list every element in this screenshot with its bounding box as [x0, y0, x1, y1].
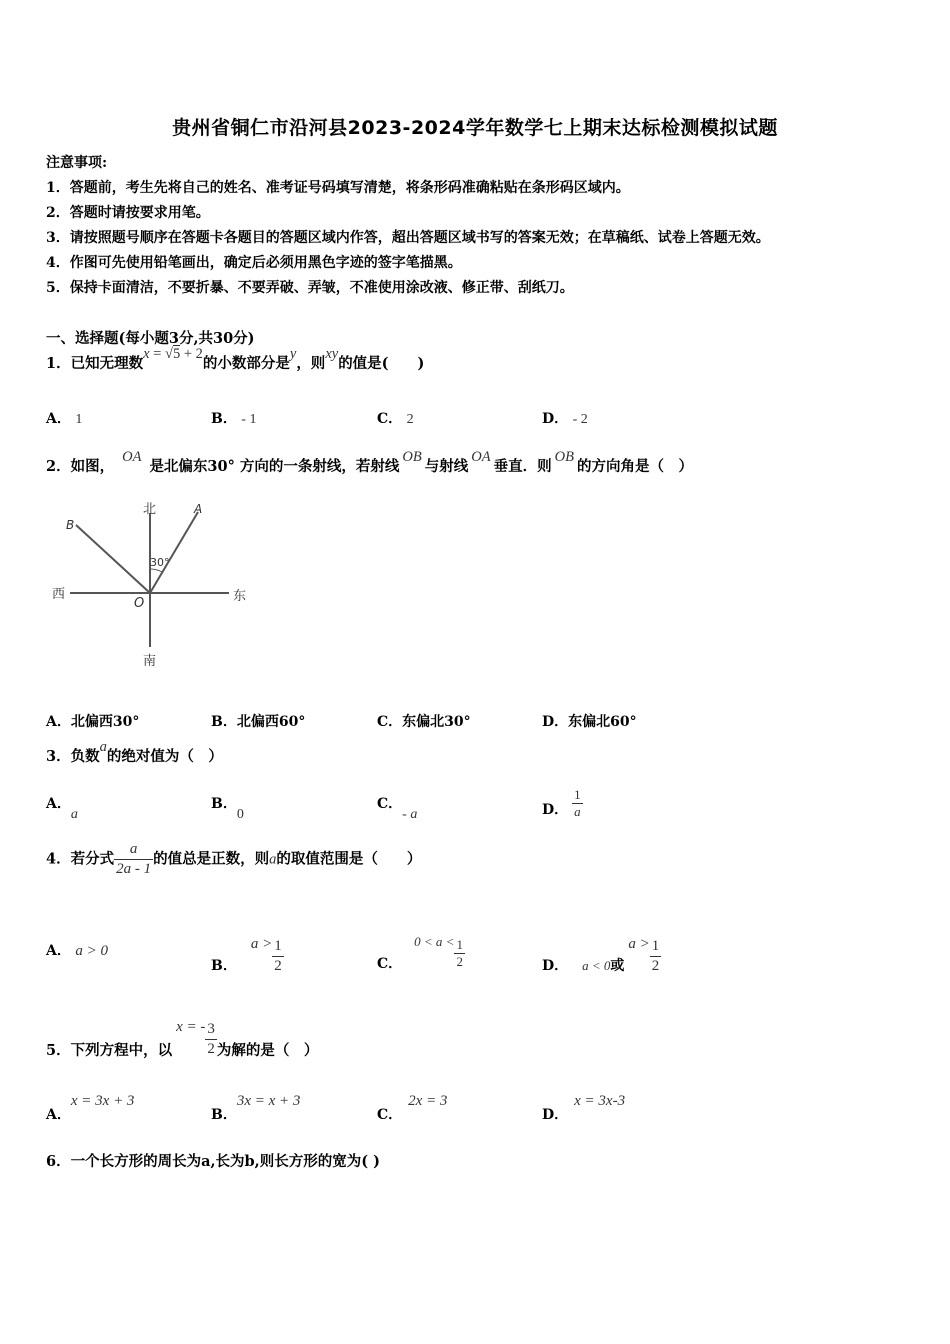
ray-ob	[76, 525, 150, 593]
question-3	[46, 739, 223, 766]
q4-text: 4．若分式	[46, 850, 115, 868]
fraction-num: 1	[272, 937, 284, 957]
question-5	[46, 1008, 319, 1060]
option-fraction	[572, 787, 583, 821]
option-fraction	[454, 937, 465, 971]
q2-oa: OA	[471, 449, 491, 465]
option-value: 1	[75, 412, 83, 427]
q3-var: a	[99, 739, 107, 755]
fraction-num: 1	[454, 937, 465, 954]
option-value: 0	[236, 807, 244, 822]
q5-option-d[interactable]	[542, 1090, 626, 1123]
q2-text: 是北偏东30° 方向的一条射线，若射线	[149, 458, 400, 475]
option-label: C．	[377, 714, 403, 730]
option-value: a > 0	[75, 943, 108, 959]
note-item: 4．作图可先使用铅笔画出，确定后必须用黑色字迹的签字笔描黑。	[46, 255, 462, 271]
q3-option-d[interactable]	[542, 787, 583, 827]
question-1	[46, 346, 425, 373]
south-label: 南	[143, 654, 157, 669]
q1-option-b[interactable]	[211, 408, 256, 428]
q3-text: 3．负数	[46, 748, 100, 765]
fraction-den: 2	[456, 954, 463, 970]
option-value: 0 < a <	[414, 933, 455, 949]
option-label: D．	[542, 714, 569, 730]
option-label: A．	[46, 1107, 71, 1123]
q2-option-d[interactable]	[542, 711, 637, 731]
q4-option-b[interactable]	[211, 925, 284, 975]
ray-oa	[150, 512, 198, 593]
q5-text: 5．下列方程中，以	[46, 1042, 173, 1060]
fraction-num: 1	[650, 937, 662, 957]
option-value: a >	[628, 936, 650, 953]
q2-ob: OB	[402, 449, 422, 465]
note-item: 2．答题时请按要求用笔。	[46, 205, 210, 221]
north-label: 北	[143, 502, 157, 517]
q1-text: 1．已知无理数	[46, 355, 144, 372]
option-value: 北偏西60°	[236, 714, 306, 730]
q5-fraction	[205, 1020, 217, 1059]
option-value: a < 0	[582, 958, 611, 974]
option-label: C．	[377, 796, 403, 812]
option-label: D．	[542, 1107, 569, 1123]
option-label: B．	[211, 796, 237, 812]
section-heading: 一、选择题(每小题3分,共30分)	[46, 330, 255, 347]
q2-text: 2．如图，	[46, 458, 115, 475]
option-label: B．	[211, 411, 237, 427]
q5-text: 为解的是（ ）	[216, 1042, 319, 1060]
option-value: 3x = x + 3	[236, 1093, 301, 1109]
option-label: B．	[211, 958, 237, 975]
option-fraction	[650, 937, 662, 976]
q1-text: 的值是( )	[338, 355, 425, 372]
note-item: 3．请按照题号顺序在答题卡各题目的答题区域内作答，超出答题区域书写的答案无效；在草稿纸、试卷上答题无效。	[46, 230, 770, 246]
note-item: 1．答题前，考生先将自己的姓名、准考证号码填写清楚，将条形码准确粘贴在条形码区域内。	[46, 180, 630, 196]
option-value: 东偏北30°	[402, 714, 471, 730]
fraction-num: 3	[205, 1020, 217, 1040]
q4-fraction	[114, 840, 153, 879]
option-label: A．	[46, 796, 71, 812]
fraction-den: 2	[274, 957, 282, 974]
west-label: 西	[52, 587, 66, 602]
q1-xy: xy	[325, 346, 339, 362]
east-label: 东	[233, 589, 247, 604]
q4-option-a[interactable]	[46, 940, 108, 960]
q5-option-a[interactable]	[46, 1090, 135, 1123]
fraction-den: 2	[207, 1040, 215, 1057]
q2-text: 的方向角是（ ）	[576, 458, 693, 475]
option-label: D．	[542, 411, 569, 427]
option-label: A．	[46, 943, 71, 959]
q3-option-b[interactable]	[211, 793, 244, 822]
question-4	[46, 840, 421, 879]
angle-label: 30°	[150, 556, 170, 569]
q1-text: 的小数部分是	[202, 355, 290, 372]
q2-option-b[interactable]	[211, 711, 305, 731]
option-value: x = 3x-3	[574, 1093, 626, 1109]
option-value: - 1	[241, 412, 257, 427]
option-label: D．	[542, 801, 569, 818]
option-value: 2	[406, 412, 414, 427]
question-6: 6．一个长方形的周长为a,长为b,则长方形的宽为( )	[46, 1153, 380, 1170]
note-item: 5．保持卡面清洁，不要折暴、不要弄破、弄皱，不准使用涂改液、修正带、刮纸刀。	[46, 280, 574, 296]
point-a-label: A	[194, 502, 203, 516]
q4-option-c[interactable]	[377, 925, 465, 972]
q2-ob: OB	[554, 449, 574, 465]
q5-option-b[interactable]	[211, 1090, 301, 1123]
option-value: 北偏西30°	[70, 714, 140, 730]
option-label: B．	[211, 714, 237, 730]
option-value: 东偏北60°	[568, 714, 637, 730]
q2-text: 垂直．则	[493, 458, 552, 475]
q2-option-a[interactable]	[46, 711, 139, 731]
fraction-num: 1	[572, 787, 583, 804]
q4-var: a	[269, 851, 277, 868]
q5-lhs: x = -	[176, 1019, 206, 1036]
option-value: a >	[250, 936, 273, 953]
q1-option-c[interactable]	[377, 408, 414, 428]
sqrt-symbol: √	[164, 346, 173, 362]
page-title: 贵州省铜仁市沿河县2023-2024学年数学七上期末达标检测模拟试题	[172, 117, 778, 139]
q1-x: x	[143, 346, 150, 362]
q2-option-c[interactable]	[377, 711, 471, 731]
notes-heading: 注意事项:	[46, 155, 108, 171]
q1-y: y	[289, 346, 297, 362]
q4-option-d[interactable]	[542, 925, 661, 975]
q3-text: 的绝对值为（ ）	[106, 748, 223, 765]
option-value: 2x = 3	[408, 1093, 448, 1109]
question-2	[46, 449, 693, 476]
angle-arc	[150, 569, 162, 572]
q1-radicand: 5	[172, 346, 181, 362]
fraction-den: 2a - 1	[116, 860, 152, 877]
option-value: a	[70, 807, 78, 822]
compass-diagram	[46, 495, 266, 675]
fraction-den: a	[574, 804, 581, 820]
fraction-num: a	[114, 840, 153, 860]
q3-option-c[interactable]	[377, 793, 418, 822]
q4-text: 的取值范围是（ ）	[276, 850, 422, 868]
option-label: C．	[377, 955, 403, 972]
q1-eq: =	[149, 346, 165, 362]
option-value: x = 3x + 3	[70, 1093, 135, 1109]
q3-option-a[interactable]	[46, 793, 78, 822]
option-label: D．	[542, 958, 569, 975]
option-label: A．	[46, 714, 71, 730]
option-fraction	[272, 937, 284, 976]
option-label: B．	[211, 1107, 237, 1123]
q2-oa: OA	[122, 449, 142, 465]
option-label: C．	[377, 411, 403, 427]
q1-option-a[interactable]	[46, 408, 82, 428]
point-b-label: B	[66, 518, 75, 532]
q1-tail: + 2	[180, 346, 203, 362]
q4-text: 的值总是正数，则	[153, 850, 270, 868]
q2-text: 与射线	[424, 458, 469, 475]
option-label: C．	[377, 1107, 403, 1123]
q1-option-d[interactable]	[542, 408, 588, 428]
option-value: - 2	[572, 412, 588, 427]
point-o-label: O	[134, 596, 145, 611]
option-label: A．	[46, 411, 71, 427]
option-or: 或	[610, 958, 625, 975]
q5-option-c[interactable]	[377, 1090, 448, 1123]
fraction-den: 2	[651, 957, 660, 974]
q1-text: ，则	[296, 355, 326, 372]
option-value: - a	[402, 807, 418, 822]
